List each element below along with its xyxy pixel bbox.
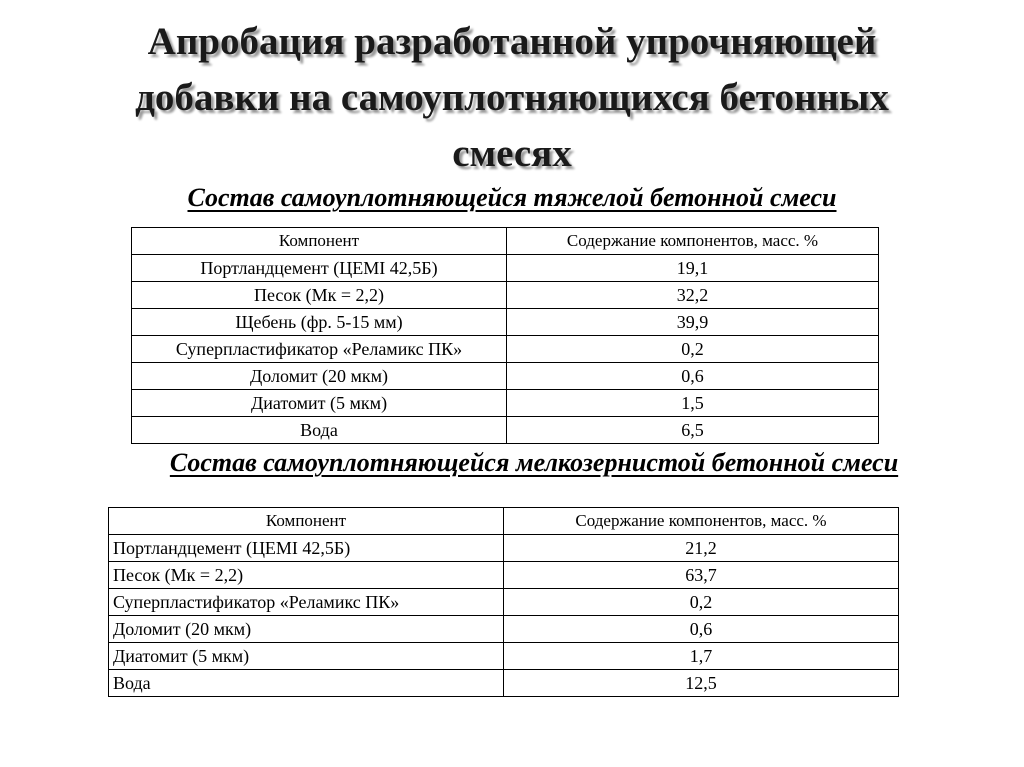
table-row [132, 255, 879, 282]
content-cell: 6,5 [507, 417, 879, 444]
content-cell: 32,2 [507, 282, 879, 309]
title-line-2: добавки на самоуплотняющихся бетонных [135, 76, 889, 119]
title-line-1: Апробация разработанной упрочняющей [147, 20, 877, 63]
content-cell: 39,9 [507, 309, 879, 336]
column-header-component: Компонент [132, 228, 507, 255]
content-cell: 0,6 [507, 363, 879, 390]
content-cell: 12,5 [504, 670, 899, 697]
content-cell: 1,5 [507, 390, 879, 417]
table-row [109, 670, 899, 697]
content-cell: 1,7 [504, 643, 899, 670]
content-cell: 0,6 [504, 616, 899, 643]
component-cell: Портландцемент (ЦЕМI 42,5Б) [109, 535, 504, 562]
component-cell: Щебень (фр. 5-15 мм) [132, 309, 507, 336]
table-row [109, 535, 899, 562]
table-row [132, 309, 879, 336]
component-cell: Диатомит (5 мкм) [132, 390, 507, 417]
slide-title [40, 14, 984, 182]
column-header-content: Содержание компонентов, масс. % [504, 508, 899, 535]
table-row [132, 417, 879, 444]
content-cell: 0,2 [507, 336, 879, 363]
fine-grained-concrete-table [108, 507, 899, 697]
fine-grained-concrete-heading: Состав самоуплотняющейся мелкозернистой бетонной смеси [169, 448, 899, 477]
component-cell: Вода [132, 417, 507, 444]
table-row [132, 363, 879, 390]
component-cell: Вода [109, 670, 504, 697]
component-cell: Песок (Мк = 2,2) [109, 562, 504, 589]
component-cell: Суперпластификатор «Реламикс ПК» [109, 589, 504, 616]
component-cell: Портландцемент (ЦЕМI 42,5Б) [132, 255, 507, 282]
table-row [132, 282, 879, 309]
component-cell: Суперпластификатор «Реламикс ПК» [132, 336, 507, 363]
heavy-concrete-heading: Состав самоуплотняющейся тяжелой бетонной смеси [187, 183, 837, 212]
column-header-content: Содержание компонентов, масс. % [507, 228, 879, 255]
component-cell: Доломит (20 мкм) [132, 363, 507, 390]
content-cell: 19,1 [507, 255, 879, 282]
heavy-concrete-table [131, 227, 879, 444]
component-cell: Диатомит (5 мкм) [109, 643, 504, 670]
table-row [132, 390, 879, 417]
column-header-component: Компонент [109, 508, 504, 535]
table-row [109, 643, 899, 670]
component-cell: Песок (Мк = 2,2) [132, 282, 507, 309]
table-row [109, 589, 899, 616]
table-header-row [132, 228, 879, 255]
table-header-row [109, 508, 899, 535]
title-line-3: смесях [452, 132, 572, 175]
component-cell: Доломит (20 мкм) [109, 616, 504, 643]
content-cell: 21,2 [504, 535, 899, 562]
table-row [132, 336, 879, 363]
table-row [109, 616, 899, 643]
content-cell: 0,2 [504, 589, 899, 616]
table-row [109, 562, 899, 589]
content-cell: 63,7 [504, 562, 899, 589]
